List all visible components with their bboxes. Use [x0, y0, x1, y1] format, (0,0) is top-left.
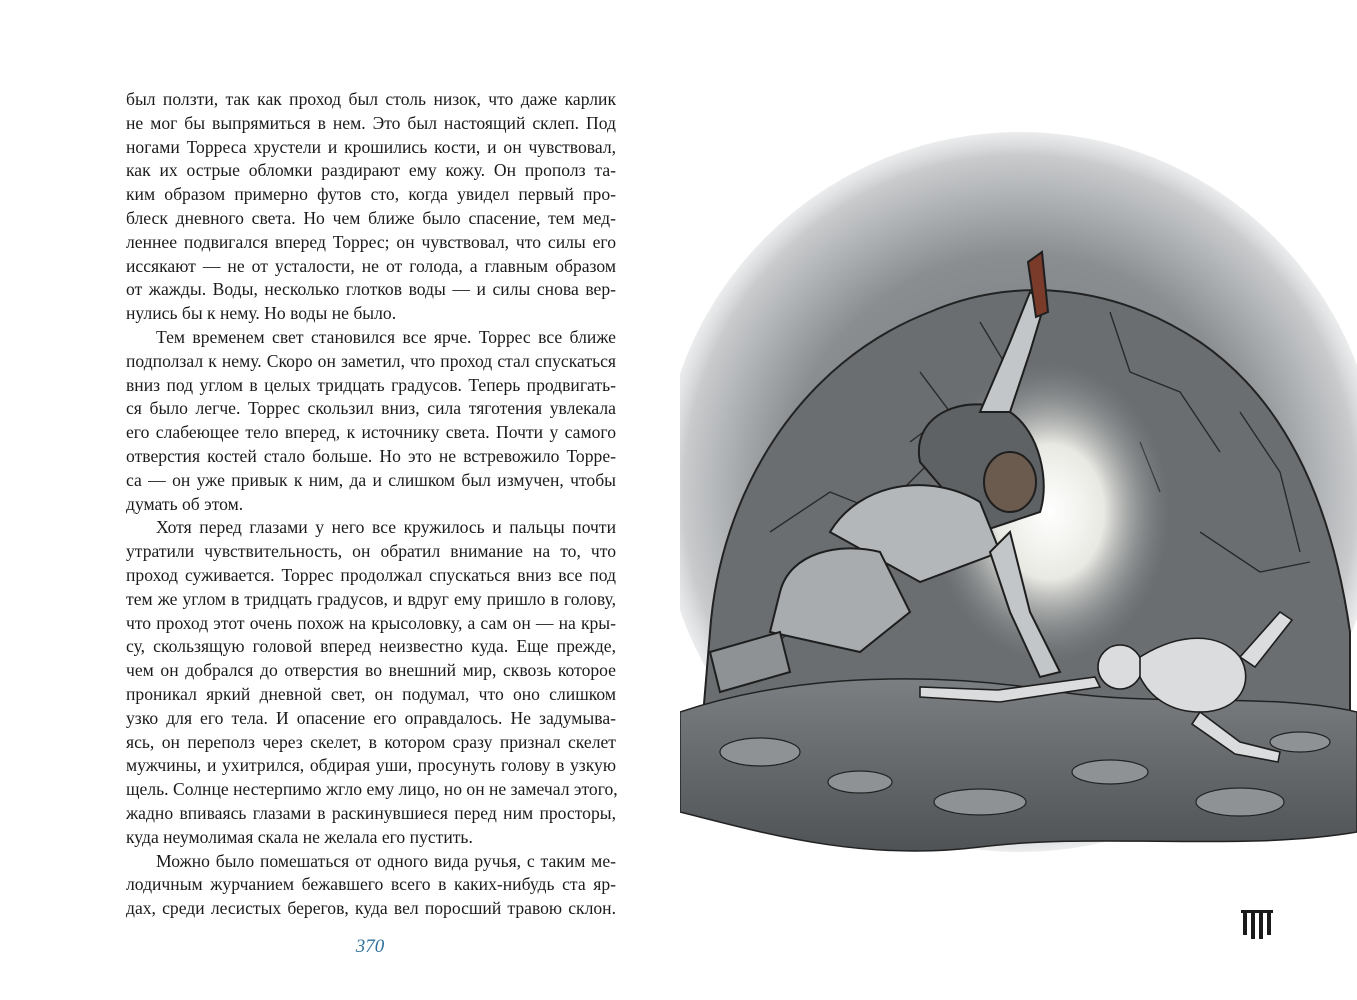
text-line: ногами Торреса хрустели и крошились кости, и он чувствовал, [126, 136, 616, 157]
text-line: что проход этот очень похож на крысоловку, а сам он — на кры- [126, 612, 616, 633]
text-line: леннее подвигался вперед Торрес; он чувствовал, что силы его [126, 231, 616, 252]
page-number: 370 [355, 936, 385, 957]
cave-illustration [680, 112, 1357, 892]
text-line: проход суживается. Торрес продолжал спускаться вниз все под [126, 564, 616, 585]
text-line: отверстия костей стало больше. Но это не встревожило Торре- [126, 445, 616, 466]
text-line: ся было легче. Торрес скользил вниз, сила тяготения увлекала [126, 398, 616, 419]
text-line: как их острые обломки раздирают ему кожу. Он прополз та- [126, 160, 616, 181]
text-line: ким образом примерно футов сто, когда увидел первый про- [126, 184, 616, 205]
publisher-logo-icon [1240, 908, 1274, 942]
text-line: дах, среди лесистых берегов, куда вел поросший травою склон. [126, 898, 616, 919]
text-line: куда неумолимая скала не желала его пустить. [126, 826, 473, 847]
text-line: Тем временем свет становился все ярче. Торрес все ближе [156, 326, 616, 347]
text-line: Можно было помешаться от одного вида ручья, с таким ме- [156, 850, 616, 871]
body-text [126, 88, 616, 921]
text-line: нулись бы к нему. Но воды не было. [126, 303, 397, 324]
text-line: су, скользящую головой вперед неизвестно куда. Еще прежде, [126, 636, 616, 657]
text-line: вниз под углом в целых тридцать градусов. Теперь продвигать- [126, 374, 616, 395]
text-line: его слабеющее тело вперед, к источнику света. Почти у самого [126, 422, 616, 443]
text-line: мужчины, и ухитрился, обдирая уши, просунуть голову в узкую [126, 755, 616, 776]
text-line: подползал к нему. Скоро он заметил, что проход стал спускаться [126, 350, 616, 371]
text-line: иссякают — не от усталости, не от голода, а главным образом [126, 255, 616, 276]
text-line: блеск дневного света. Но чем ближе было спасение, тем мед- [126, 207, 616, 228]
text-line: был ползти, так как проход был столь низок, что даже карлик [126, 89, 616, 109]
text-line: от жажды. Воды, несколько глотков воды — и силы снова вер- [126, 279, 616, 300]
text-line: проникал яркий дневной свет, он подумал, что оно слишком [126, 683, 616, 704]
text-line: не мог бы выпрямиться в нем. Это был настоящий склеп. Под [126, 112, 616, 133]
text-line: думать об этом. [126, 493, 244, 514]
text-line: тем же углом в тридцать градусов, и вдруг ему пришло в голову, [126, 588, 616, 609]
text-line: жадно впиваясь глазами в раскинувшиеся перед ним просторы, [126, 802, 616, 823]
text-line: лодичным журчанием бежавшего всего в каких-нибудь ста яр- [126, 874, 616, 895]
text-line: ясь, он переполз через скелет, в котором сразу признал скелет [126, 731, 616, 752]
text-line: узко для его тела. И опасение его оправдалось. Не задумыва- [126, 707, 616, 728]
text-line: Хотя перед глазами у него все кружилось и пальцы почти [156, 517, 616, 538]
text-line: утратили чувствительность, он обратил внимание на то, что [126, 541, 616, 562]
cave-floor [680, 679, 1357, 851]
text-line: са — он уже привык к ним, да и слишком был измучен, чтобы [126, 469, 616, 490]
text-line: чем он добрался до отверстия во внешний мир, сквозь которое [126, 660, 616, 681]
text-line: щель. Солнце нестерпимо жгло ему лицо, но он не замечал этого, [126, 779, 618, 800]
